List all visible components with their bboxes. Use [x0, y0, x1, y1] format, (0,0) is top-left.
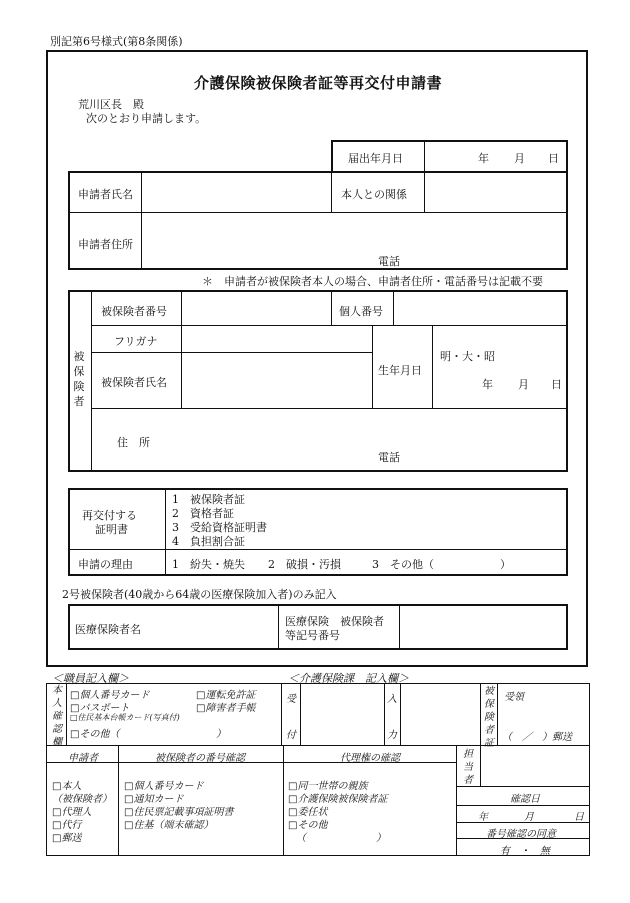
birth-label: 生年月日 — [378, 364, 422, 377]
proxy-option-cert[interactable]: □介護保険被保険者証 — [288, 794, 388, 805]
confirm-year: 年 — [478, 812, 488, 823]
birth-day: 日 — [551, 378, 562, 391]
cert-option-2[interactable]: 2 資格者証 — [172, 507, 234, 520]
reason-label: 申請の理由 — [78, 558, 133, 571]
col-proxy-check: 代理権の確認 — [340, 753, 400, 764]
cert-received-date[interactable]: （ ／ ）郵送 — [502, 732, 572, 743]
intro-text: 次のとおり申請します。 — [86, 112, 207, 125]
type2-note: 2号被保険者(40歳から64歳の医療保険加入者)のみ記入 — [62, 588, 337, 601]
cert-received-value: 受領 — [504, 692, 524, 703]
number-option-juki[interactable]: □住基（端末確認） — [124, 820, 214, 831]
id-option-jukicard[interactable]: □住民基本台帳カード(写真付) — [70, 713, 180, 722]
reason-option-2[interactable]: 2 破損・汚損 — [268, 558, 341, 571]
relation-label: 本人との関係 — [341, 188, 407, 201]
id-option-mynumber[interactable]: □個人番号カード — [70, 690, 150, 701]
applicant-option-self-sub: （被保険者） — [52, 794, 112, 805]
applicant-address-label: 申請者住所 — [78, 238, 133, 251]
furigana-field[interactable] — [183, 327, 370, 351]
insured-address-field[interactable] — [183, 410, 565, 470]
applicant-name-label: 申請者氏名 — [78, 188, 133, 201]
insured-side-label: 被保険者 — [73, 350, 85, 408]
cert-label-2: 証明書 — [95, 523, 128, 536]
received-label-1: 受 — [286, 694, 296, 705]
id-option-disability[interactable]: □障害者手帳 — [196, 703, 256, 714]
number-option-notice[interactable]: □通知カード — [124, 794, 184, 805]
applicant-note: ＊ 申請者が被保険者本人の場合、申請者住所・電話番号は記載不要 — [202, 275, 543, 288]
col-number-check: 被保険者の番号確認 — [155, 753, 245, 764]
id-option-other-close: ） — [216, 729, 226, 740]
applicant-option-self[interactable]: □本人 — [52, 781, 82, 792]
furigana-label: フリガナ — [114, 335, 158, 348]
insured-name-field[interactable] — [183, 354, 370, 406]
form-label: 別記第6号様式(第8条関係) — [50, 35, 183, 48]
insurer-number-label-2: 等記号番号 — [285, 629, 340, 642]
reason-option-1[interactable]: 1 紛失・焼失 — [172, 558, 245, 571]
number-option-mynumber[interactable]: □個人番号カード — [124, 781, 204, 792]
proxy-option-family[interactable]: □同一世帯の親族 — [288, 781, 368, 792]
confirm-day: 日 — [574, 812, 584, 823]
consent-label: 番号確認の同意 — [486, 829, 556, 840]
input-label-2: 力 — [387, 730, 397, 741]
confirm-month: 月 — [524, 812, 534, 823]
filing-day: 日 — [548, 152, 559, 165]
insured-name-label: 被保険者氏名 — [101, 376, 167, 389]
insured-phone-label: 電話 — [378, 451, 400, 464]
proxy-option-other[interactable]: □その他 — [288, 820, 328, 831]
id-option-license[interactable]: □運転免許証 — [196, 690, 256, 701]
proxy-option-delegation[interactable]: □委任状 — [288, 807, 328, 818]
insurer-field[interactable] — [150, 606, 276, 648]
care-section-title: ＜介護保険課 記入欄＞ — [288, 672, 409, 685]
reason-close: ） — [500, 558, 511, 571]
reason-option-3[interactable]: 3 その他（ — [372, 558, 434, 571]
insurer-number-label-1: 医療保険 被保険者 — [285, 615, 384, 628]
birth-month: 月 — [518, 378, 529, 391]
mynumber-label: 個人番号 — [339, 305, 383, 318]
addressee: 荒川区長 殿 — [78, 98, 144, 111]
birth-year: 年 — [482, 378, 493, 391]
input-label-1: 入 — [387, 694, 397, 705]
id-option-passport[interactable]: □パスポート — [70, 703, 130, 714]
applicant-name-field[interactable] — [143, 174, 329, 211]
cert-option-4[interactable]: 4 負担割合証 — [172, 535, 245, 548]
relation-field[interactable] — [426, 174, 564, 211]
insured-number-label: 被保険者番号 — [101, 305, 167, 318]
insured-number-field[interactable] — [183, 293, 329, 323]
cert-option-3[interactable]: 3 受給資格証明書 — [172, 521, 267, 534]
confirm-date-label: 確認日 — [510, 794, 540, 805]
filing-date-label: 届出年月日 — [348, 152, 403, 165]
cert-option-1[interactable]: 1 被保険者証 — [172, 493, 245, 506]
staff-label: 担当者 — [463, 749, 473, 786]
staff-section-title: ＜職員記入欄＞ — [52, 672, 129, 685]
filing-year: 年 — [478, 152, 489, 165]
applicant-address-field[interactable] — [143, 214, 564, 266]
insurer-number-field[interactable] — [401, 606, 565, 648]
cert-received-label: 被保険者証 — [484, 686, 494, 749]
mynumber-field[interactable] — [395, 293, 565, 323]
applicant-phone-label: 電話 — [378, 255, 400, 268]
page-title: 介護保険被保険者証等再交付申請書 — [194, 74, 443, 92]
id-check-label: 本人確認欄 — [52, 685, 62, 748]
cert-label-1: 再交付する — [82, 509, 137, 522]
received-label-2: 付 — [286, 730, 296, 741]
insured-address-label: 住 所 — [117, 436, 150, 449]
number-option-residence[interactable]: □住民票記載事項証明書 — [124, 807, 234, 818]
applicant-option-proxy[interactable]: □代理人 — [52, 807, 92, 818]
id-option-other[interactable]: □その他（ — [70, 729, 120, 740]
applicant-option-agent[interactable]: □代行 — [52, 820, 82, 831]
consent-options[interactable]: 有 ・ 無 — [500, 846, 550, 857]
filing-month: 月 — [514, 152, 525, 165]
era-options[interactable]: 明・大・昭 — [440, 350, 495, 363]
proxy-option-other-paren: （ ） — [296, 833, 386, 844]
applicant-option-mail[interactable]: □郵送 — [52, 833, 82, 844]
insurer-label: 医療保険者名 — [75, 623, 141, 636]
col-applicant: 申請者 — [68, 753, 98, 764]
